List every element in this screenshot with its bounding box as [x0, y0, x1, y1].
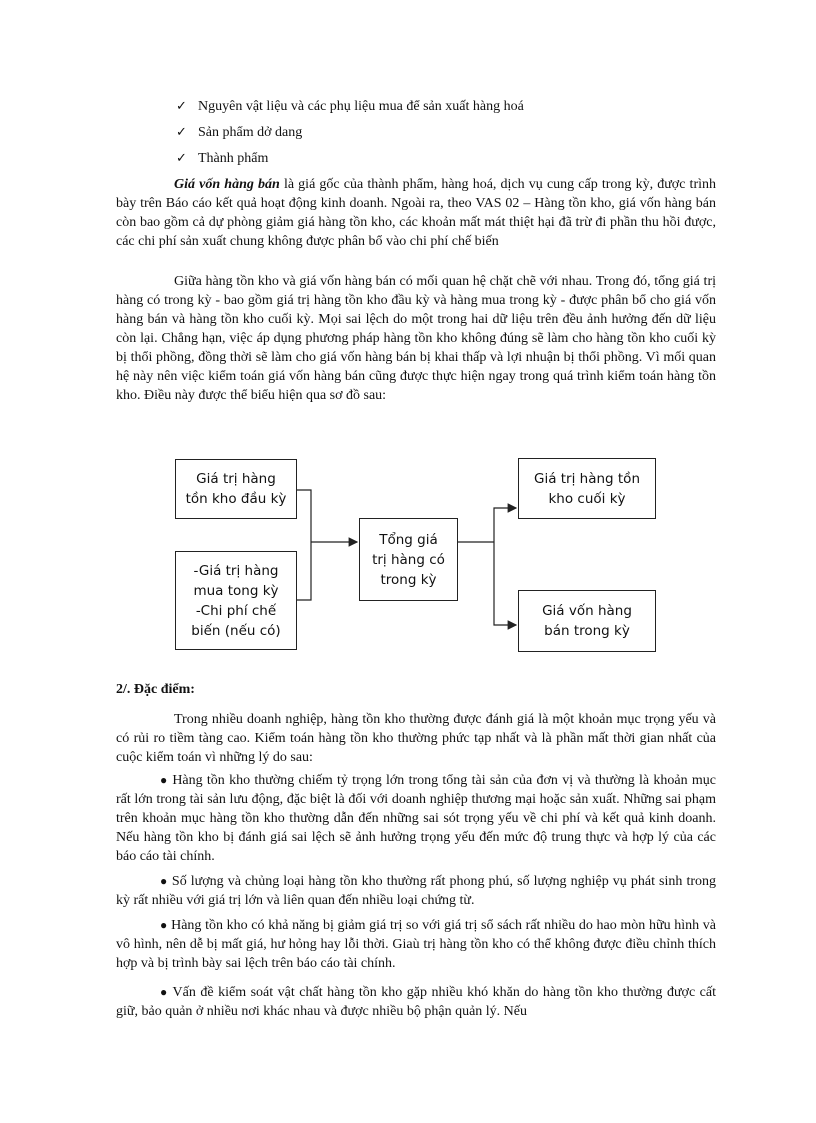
- bullet-icon: ●: [160, 874, 168, 888]
- box-line: Giá trị hàng: [196, 471, 276, 487]
- cost-of-sales-box: [518, 590, 656, 652]
- box-line: Tổng giá: [379, 531, 438, 548]
- checklist-item-text: Thành phẩm: [198, 151, 269, 166]
- checkmark-icon: ✓: [176, 150, 187, 165]
- bullet-paragraph: [116, 872, 716, 910]
- box-line: bán trong kỳ: [544, 623, 630, 639]
- bullet-paragraph: [116, 916, 716, 973]
- box-line: trong kỳ: [380, 571, 437, 588]
- section-heading: 2/. Đặc điểm:: [116, 682, 195, 697]
- section-intro-paragraph: Trong nhiều doanh nghiệp, hàng tồn kho thường được đánh giá là một khoản mục trọng yếu và có rủi ro tiềm tàng cao. Kiểm toán hàng tồn kho thường phức tạp nhất và là phần mất thời gian nhất của cuộc kiểm toán vì những lý do sau:: [116, 712, 716, 765]
- bullet-text: Hàng tồn kho có khả năng bị giảm giá trị so với giá trị sổ sách rất nhiều do hao mòn hữu hình và vô hình, nên dễ bị mất giá, hư hỏng hay lỗi thời. Giaù trị hàng tồn kho có thể không được điều chỉnh thích hợp và bị trình bày sai lệch trên báo cáo tài chính.: [116, 918, 717, 971]
- connector-opening: [297, 490, 311, 542]
- box-line: Giá trị hàng tồn: [533, 470, 641, 487]
- cogs-term: Giá vốn hàng bán: [174, 177, 280, 192]
- checkmark-icon: ✓: [176, 98, 187, 113]
- box-line: biến (nếu có): [191, 622, 281, 639]
- relationship-paragraph: Giữa hàng tồn kho và giá vốn hàng bán có mối quan hệ chặt chẽ với nhau. Trong đó, tổng giá trị hàng có trong kỳ - bao gồm giá trị hàng tồn kho đầu kỳ và hàng mua trong kỳ - được phân bổ cho giá vốn hàng bán và hàng tồn kho cuối kỳ. Mọi sai lệch do một trong hai dữ liệu trên đều ảnh hưởng đến dữ liệu còn lại. Chẳng hạn, việc áp dụng phương pháp hàng tồn kho không đúng sẽ làm cho hàng tồn kho cuối kỳ bị thổi phồng, đồng thời sẽ làm cho giá vốn hàng bán bị khai thấp và lợi nhuận bị thổi phồng. Vì mối quan hệ này nên việc kiểm toán giá vốn hàng bán cũng được thực hiện ngay trong quá trình kiểm toán hàng tồn kho. Điều này được thể biểu hiện qua sơ đồ sau:: [116, 274, 716, 403]
- closing-inventory-box: [518, 458, 656, 519]
- checkmark-icon: ✓: [176, 124, 187, 139]
- bullet-text: Số lượng và chủng loại hàng tồn kho thường rất phong phú, số lượng nghiệp vụ phát sinh trong kỳ rất nhiều với giá trị lớn và liên quan đến nhiều loại chứng từ.: [116, 874, 717, 908]
- connector-purchases: [297, 542, 311, 600]
- total-available-box: [359, 518, 458, 601]
- box-line: mua tong kỳ: [193, 582, 279, 599]
- bullet-text: Vấn đề kiểm soát vật chất hàng tồn kho gặp nhiều khó khăn do hàng tồn kho thường được cất giữ, bảo quản ở nhiều nơi khác nhau và được nhiều bộ phận quản lý. Nếu: [116, 985, 716, 1019]
- purchases-box: [175, 551, 297, 650]
- bullet-paragraph: [116, 983, 716, 1021]
- checklist-item-text: Sản phẩm dở dang: [198, 125, 303, 140]
- bullet-text: Hàng tồn kho thường chiếm tỷ trọng lớn trong tổng tài sản của đơn vị và thường là khoản mục rất lớn trong tài sản lưu động, đặc biệt là đối với doanh nghiệp thương mại hoặc sản xuất. Những sai phạm trên khoản mục hàng tồn kho thường dẫn đến những sai sót trọng yếu về chi phí và kết quả kinh doanh. Nếu hàng tồn kho bị đánh giá sai lệch sẽ ảnh hưởng trọng yếu đến mức độ trung thực và hợp lý của các báo cáo tài chính.: [116, 773, 716, 864]
- cogs-definition-text: là giá gốc của thành phẩm, hàng hoá, dịch vụ cung cấp trong kỳ, được trình bày trên Báo cáo kết quả hoạt động kinh doanh. Ngoài ra, theo VAS 02 – Hàng tồn kho, giá vốn hàng bán còn bao gồm cả dự phòng giảm giá hàng tồn kho, các khoản mất mát thiệt hại đã trừ đi phần thu hồi được, các chi phí sản xuất chung không được phân bổ vào chi phí chế biến: [116, 177, 716, 249]
- bullet-icon: ●: [160, 773, 169, 787]
- bullet-icon: ●: [160, 918, 168, 932]
- box-line: tồn kho đầu kỳ: [185, 491, 287, 507]
- bullet-icon: ●: [160, 985, 169, 999]
- arrow-to-cogs: [494, 542, 516, 625]
- box-line: Giá vốn hàng: [542, 603, 632, 619]
- box-line: -Chi phí chế: [195, 602, 277, 619]
- box-line: trị hàng có: [372, 551, 445, 568]
- box-line: kho cuối kỳ: [548, 490, 626, 507]
- opening-inventory-box: [175, 459, 297, 519]
- checklist-item-text: Nguyên vật liệu và các phụ liệu mua để sản xuất hàng hoá: [198, 99, 524, 114]
- box-line: -Giá trị hàng: [193, 562, 279, 579]
- arrow-to-closing: [494, 508, 516, 542]
- bullet-paragraph: [116, 771, 716, 866]
